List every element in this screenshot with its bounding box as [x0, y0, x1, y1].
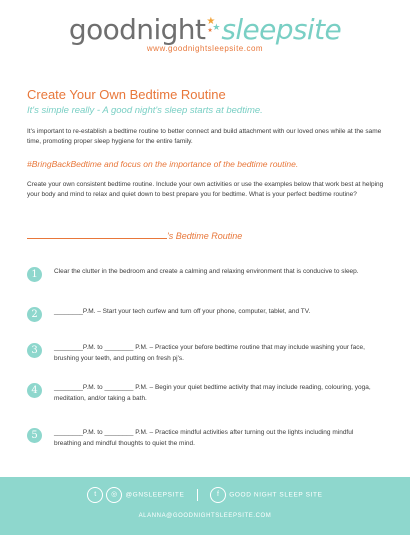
step-3 [27, 343, 387, 373]
star-cluster-icon: ★ ★ ★ [206, 16, 220, 34]
logo-text-goodnight: goodnight [68, 13, 206, 46]
step-text: Clear the clutter in the bedroom and create a calming and relaxing environment that is conducive to sleep. [54, 268, 359, 275]
routine-heading [27, 230, 242, 241]
step-number-badge: 4 [27, 383, 42, 398]
step-1 [27, 267, 387, 297]
logo-text-sleepsite: sleepsite [221, 13, 342, 46]
social-handle[interactable]: @GNSLEEPSITE [125, 491, 185, 499]
step-5 [27, 428, 387, 458]
step-text: ________P.M. to ________ P.M. – Begin your quiet bedtime activity that may include reading, colouring, yoga, meditation, and/or taking a bath. [54, 384, 371, 402]
website-url[interactable]: www.goodnightsleepsite.com [146, 44, 264, 53]
facebook-icon[interactable]: f [210, 487, 226, 503]
footer [0, 477, 410, 535]
step-2 [27, 307, 387, 337]
name-blank[interactable] [27, 230, 167, 239]
instagram-icon[interactable]: ◎ [106, 487, 122, 503]
page-title: Create Your Own Bedtime Routine [27, 87, 226, 102]
routine-label: 's Bedtime Routine [167, 231, 243, 241]
divider [197, 489, 198, 501]
step-number-badge: 3 [27, 343, 42, 358]
step-number-badge: 5 [27, 428, 42, 443]
step-number-badge: 2 [27, 307, 42, 322]
step-4 [27, 383, 387, 413]
hashtag-line: #BringBackBedtime and focus on the importance of the bedtime routine. [27, 159, 299, 169]
logo [0, 13, 410, 46]
step-text: ________P.M. to ________ P.M. – Practice your before bedtime routine that may include washing your face, brushing your teeth, and putting on fresh pj's. [54, 344, 365, 362]
instructions-paragraph: Create your own consistent bedtime routine. Include your own activities or use the examples below that work best at helping your body and mind to relax and quiet down to best prepare you for bedtime. What is your perfect bedtime routine? [27, 181, 384, 198]
intro-paragraph: It's important to re-establish a bedtime routine to better connect and build attachment with our loved ones while at the same time, promoting proper sleep hygiene for the entire family. [27, 128, 382, 145]
step-text: ________P.M. – Start your tech curfew and turn off your phone, computer, tablet, and TV. [54, 308, 311, 315]
step-text: ________P.M. to ________ P.M. – Practice mindful activities after turning out the lights including mindful breathing and mindful thoughts to quiet the mind. [54, 429, 354, 447]
subtitle: It's simple really - A good night's sleep starts at bedtime. [27, 105, 263, 116]
step-number-badge: 1 [27, 267, 42, 282]
twitter-icon[interactable]: t [87, 487, 103, 503]
contact-email[interactable]: ALANNA@GOODNIGHTSLEEPSITE.COM [138, 513, 272, 519]
social-row [0, 487, 410, 503]
facebook-label[interactable]: GOOD NIGHT SLEEP SITE [229, 491, 323, 499]
